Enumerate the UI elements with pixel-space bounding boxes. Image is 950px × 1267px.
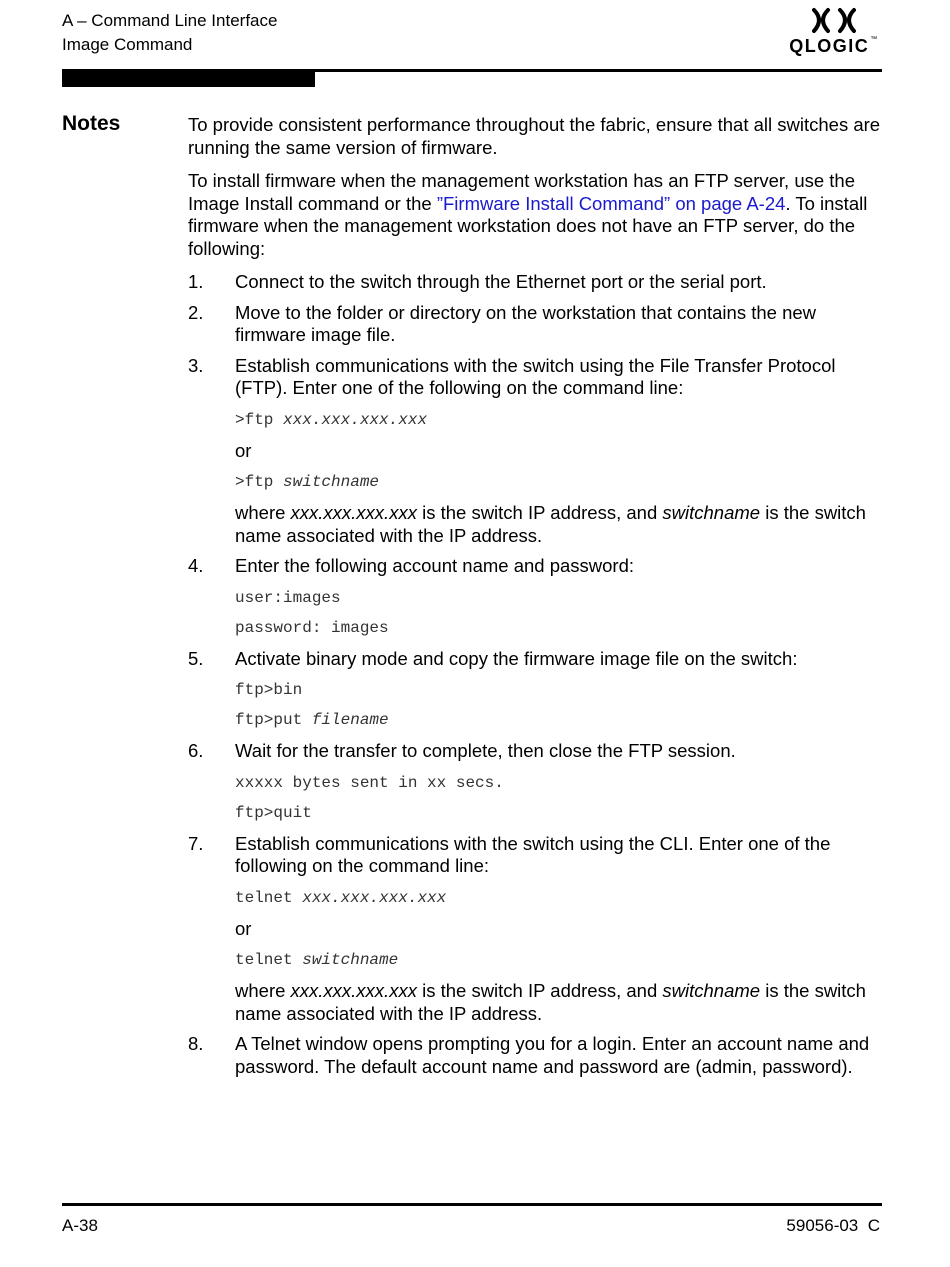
step-text: Establish communications with the switch using the CLI. Enter one of the following on the command line: <box>235 832 831 876</box>
step-text: Enter the following account name and password: <box>235 555 635 576</box>
step-number: 5. <box>188 647 204 669</box>
list-item <box>188 302 888 347</box>
list-item <box>188 271 888 294</box>
code-line: ftp>bin <box>235 681 303 699</box>
step-explanation: where xxx.xxx.xxx.xxx is the switch IP address, and switchname is the switch name associated with the IP address. <box>235 502 866 546</box>
step-text: Establish communications with the switch using the File Transfer Protocol (FTP). Enter one of the following on the command line: <box>235 354 836 398</box>
page-number: A-38 <box>62 1216 98 1235</box>
header-tab-bar <box>62 72 315 87</box>
running-header <box>62 9 277 57</box>
notes-paragraph-1: To provide consistent performance throughout the fabric, ensure that all switches are running the same version of firmware. <box>188 114 881 158</box>
code-line: ftp>put filename <box>235 711 389 729</box>
document-id: 59056-03 C <box>786 1216 880 1235</box>
step-text: A Telnet window opens prompting you for a login. Enter an account name and password. The default account name and password are (admin, password). <box>235 1033 870 1077</box>
step-number: 1. <box>188 271 204 292</box>
step-explanation: where xxx.xxx.xxx.xxx is the switch IP address, and switchname is the switch name associated with the IP address. <box>235 980 866 1024</box>
step-number: 3. <box>188 354 204 376</box>
step-number: 6. <box>188 740 204 761</box>
step-number: 4. <box>188 555 204 576</box>
list-item <box>188 648 888 671</box>
chapter-title: A – Command Line Interface <box>62 11 278 30</box>
firmware-install-link[interactable]: ”Firmware Install Command” on page A-24 <box>436 192 786 214</box>
logo-wordmark: QLOGIC™ <box>789 36 879 56</box>
step-number: 7. <box>188 832 204 854</box>
qlogic-logo-icon <box>788 6 880 36</box>
step-text: Activate binary mode and copy the firmware image file on the switch: <box>235 647 798 669</box>
list-item <box>188 740 888 763</box>
code-line: >ftp xxx.xxx.xxx.xxx <box>235 410 428 429</box>
notes-paragraph-2: To install firmware when the management workstation has an FTP server, use the Image Install command or the ”Firmware Install Command” on page A-24. To install firmware when the management workstation does not have an FTP server, do the following: <box>188 170 868 259</box>
code-line: xxxxx bytes sent in xx secs. <box>235 773 504 792</box>
section-title: Image Command <box>62 35 193 54</box>
footer-rule <box>62 1203 882 1206</box>
list-item <box>188 1033 888 1078</box>
notes-body <box>188 114 888 1086</box>
step-text: Connect to the switch through the Ethernet port or the serial port. <box>235 271 767 292</box>
list-item <box>188 355 888 400</box>
step-number: 2. <box>188 301 204 323</box>
step-number: 8. <box>188 1033 204 1054</box>
or-text: or <box>235 917 252 939</box>
code-line: telnet xxx.xxx.xxx.xxx <box>235 888 447 907</box>
notes-heading: Notes <box>62 112 121 135</box>
step-text: Move to the folder or directory on the workstation that contains the new firmware image file. <box>235 301 817 345</box>
code-line: >ftp switchname <box>235 473 380 491</box>
code-line: password: images <box>235 618 389 637</box>
code-line: user:images <box>235 588 341 607</box>
list-item <box>188 833 888 878</box>
code-line: telnet switchname <box>235 951 399 969</box>
or-text: or <box>235 439 252 461</box>
list-item <box>188 555 888 578</box>
step-text: Wait for the transfer to complete, then close the FTP session. <box>235 740 736 761</box>
code-line: ftp>quit <box>235 803 312 822</box>
qlogic-logo <box>788 6 880 62</box>
